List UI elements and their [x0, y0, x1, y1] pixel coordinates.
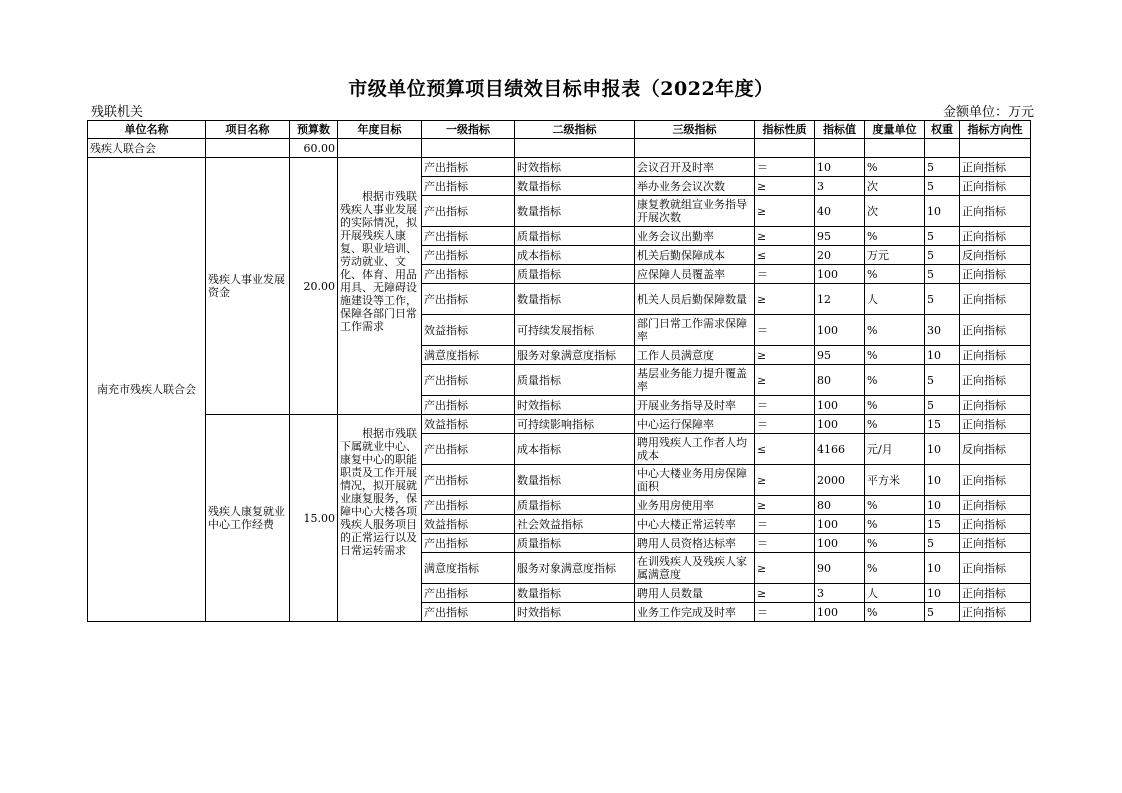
summary-blank	[206, 139, 290, 158]
cell-direction: 正向指标	[960, 196, 1031, 227]
cell-value: 10	[815, 158, 865, 177]
cell-level2: 时效指标	[515, 603, 635, 622]
cell-measure-unit: %	[865, 346, 925, 365]
cell-direction: 正向指标	[960, 177, 1031, 196]
cell-weight: 10	[925, 434, 960, 465]
header-level2: 二级指标	[515, 121, 635, 139]
cell-level1: 满意度指标	[422, 553, 515, 584]
cell-direction: 正向指标	[960, 584, 1031, 603]
cell-direction: 正向指标	[960, 515, 1031, 534]
cell-measure-unit: %	[865, 227, 925, 246]
cell-level3: 中心运行保障率	[635, 415, 755, 434]
cell-level3: 聘用残疾人工作者人均成本	[635, 434, 755, 465]
cell-weight: 10	[925, 346, 960, 365]
cell-direction: 正向指标	[960, 534, 1031, 553]
cell-direction: 正向指标	[960, 265, 1031, 284]
cell-value: 100	[815, 603, 865, 622]
project-name: 残疾人康复就业中心工作经费	[206, 415, 290, 622]
cell-level3: 业务用房使用率	[635, 496, 755, 515]
header-annual-goal: 年度目标	[338, 121, 422, 139]
cell-measure-unit: %	[865, 365, 925, 396]
cell-level2: 质量指标	[515, 496, 635, 515]
cell-level3: 中心大楼正常运转率	[635, 515, 755, 534]
cell-level1: 效益指标	[422, 415, 515, 434]
cell-weight: 5	[925, 177, 960, 196]
cell-nature: ≥	[755, 584, 815, 603]
annual-goal: 根据市残联下属就业中心、康复中心的职能职责及工作开展情况，拟开展就业康复服务，保障中心大楼各项残疾人服务项目的正常运行以及日常运转需求	[338, 415, 422, 622]
cell-level2: 数量指标	[515, 196, 635, 227]
cell-weight: 5	[925, 265, 960, 284]
cell-direction: 正向指标	[960, 365, 1031, 396]
cell-direction: 正向指标	[960, 465, 1031, 496]
cell-value: 3	[815, 584, 865, 603]
cell-nature: ≤	[755, 434, 815, 465]
org-name: 南充市残疾人联合会	[88, 158, 206, 622]
header-value: 指标值	[815, 121, 865, 139]
cell-measure-unit: 人	[865, 284, 925, 315]
cell-nature: ＝	[755, 265, 815, 284]
cell-nature: ＝	[755, 515, 815, 534]
cell-weight: 10	[925, 584, 960, 603]
cell-nature: ＝	[755, 396, 815, 415]
performance-target-table	[87, 120, 1031, 622]
cell-nature: ≥	[755, 553, 815, 584]
cell-level3: 举办业务会议次数	[635, 177, 755, 196]
cell-weight: 5	[925, 534, 960, 553]
cell-level2: 服务对象满意度指标	[515, 346, 635, 365]
header-weight: 权重	[925, 121, 960, 139]
cell-direction: 反向指标	[960, 246, 1031, 265]
cell-measure-unit: %	[865, 265, 925, 284]
cell-measure-unit: %	[865, 603, 925, 622]
cell-value: 80	[815, 365, 865, 396]
cell-level2: 质量指标	[515, 265, 635, 284]
cell-level2: 数量指标	[515, 465, 635, 496]
table-row	[88, 415, 1031, 434]
cell-direction: 正向指标	[960, 315, 1031, 346]
cell-weight: 15	[925, 515, 960, 534]
cell-level3: 康复教就组宣业务指导开展次数	[635, 196, 755, 227]
cell-level1: 效益指标	[422, 315, 515, 346]
cell-weight: 15	[925, 415, 960, 434]
cell-level1: 产出指标	[422, 584, 515, 603]
cell-level1: 产出指标	[422, 284, 515, 315]
cell-measure-unit: %	[865, 553, 925, 584]
cell-nature: ≥	[755, 346, 815, 365]
cell-weight: 5	[925, 284, 960, 315]
department-label: 残联机关	[91, 105, 144, 120]
summary-row	[88, 139, 1031, 158]
summary-budget: 60.00	[290, 139, 338, 158]
cell-measure-unit: 元/月	[865, 434, 925, 465]
cell-value: 100	[815, 415, 865, 434]
cell-nature: ≥	[755, 365, 815, 396]
cell-level1: 产出指标	[422, 465, 515, 496]
cell-nature: ＝	[755, 603, 815, 622]
cell-level3: 基层业务能力提升覆盖率	[635, 365, 755, 396]
cell-level1: 产出指标	[422, 227, 515, 246]
cell-level3: 开展业务指导及时率	[635, 396, 755, 415]
cell-level3: 聘用人员资格达标率	[635, 534, 755, 553]
cell-level3: 应保障人员覆盖率	[635, 265, 755, 284]
cell-value: 2000	[815, 465, 865, 496]
cell-level1: 产出指标	[422, 396, 515, 415]
cell-value: 100	[815, 534, 865, 553]
cell-weight: 30	[925, 315, 960, 346]
cell-level2: 数量指标	[515, 584, 635, 603]
cell-measure-unit: 人	[865, 584, 925, 603]
annual-goal: 根据市残联残疾人事业发展的实际情况，拟开展残疾人康复、职业培训、劳动就业、文化、体育、用品用具、无障碍设施建设等工作，保障各部门日常工作需求	[338, 158, 422, 415]
header-row	[88, 121, 1031, 139]
cell-level3: 机关后勤保障成本	[635, 246, 755, 265]
cell-nature: ≥	[755, 284, 815, 315]
cell-nature: ≤	[755, 246, 815, 265]
cell-level1: 产出指标	[422, 246, 515, 265]
header-project-name: 项目名称	[206, 121, 290, 139]
cell-level3: 在训残疾人及残疾人家属满意度	[635, 553, 755, 584]
cell-weight: 5	[925, 246, 960, 265]
cell-measure-unit: %	[865, 496, 925, 515]
cell-measure-unit: 万元	[865, 246, 925, 265]
cell-nature: ＝	[755, 534, 815, 553]
cell-nature: ≥	[755, 496, 815, 515]
cell-nature: ≥	[755, 227, 815, 246]
cell-weight: 10	[925, 465, 960, 496]
cell-weight: 10	[925, 196, 960, 227]
cell-measure-unit: %	[865, 158, 925, 177]
cell-level1: 产出指标	[422, 496, 515, 515]
cell-level3: 部门日常工作需求保障率	[635, 315, 755, 346]
cell-direction: 正向指标	[960, 158, 1031, 177]
cell-level3: 机关人员后勤保障数量	[635, 284, 755, 315]
cell-level2: 时效指标	[515, 396, 635, 415]
cell-measure-unit: %	[865, 396, 925, 415]
cell-level3: 工作人员满意度	[635, 346, 755, 365]
cell-value: 3	[815, 177, 865, 196]
cell-value: 100	[815, 265, 865, 284]
cell-level1: 产出指标	[422, 265, 515, 284]
cell-level3: 中心大楼业务用房保障面积	[635, 465, 755, 496]
cell-level2: 数量指标	[515, 177, 635, 196]
cell-nature: ＝	[755, 158, 815, 177]
cell-value: 40	[815, 196, 865, 227]
cell-level2: 可持续发展指标	[515, 315, 635, 346]
cell-direction: 正向指标	[960, 396, 1031, 415]
cell-direction: 正向指标	[960, 603, 1031, 622]
cell-level1: 产出指标	[422, 365, 515, 396]
cell-weight: 5	[925, 158, 960, 177]
cell-measure-unit: %	[865, 515, 925, 534]
cell-level2: 成本指标	[515, 434, 635, 465]
header-direction: 指标方向性	[960, 121, 1031, 139]
cell-level2: 质量指标	[515, 534, 635, 553]
header-level1: 一级指标	[422, 121, 515, 139]
cell-weight: 5	[925, 603, 960, 622]
header-level3: 三级指标	[635, 121, 755, 139]
cell-value: 100	[815, 396, 865, 415]
cell-weight: 10	[925, 553, 960, 584]
cell-value: 20	[815, 246, 865, 265]
cell-level2: 质量指标	[515, 365, 635, 396]
cell-value: 100	[815, 515, 865, 534]
cell-value: 12	[815, 284, 865, 315]
cell-level2: 质量指标	[515, 227, 635, 246]
cell-direction: 正向指标	[960, 553, 1031, 584]
cell-weight: 10	[925, 496, 960, 515]
table-row	[88, 158, 1031, 177]
cell-nature: ＝	[755, 315, 815, 346]
cell-level1: 产出指标	[422, 196, 515, 227]
cell-nature: ≥	[755, 196, 815, 227]
header-budget: 预算数	[290, 121, 338, 139]
cell-measure-unit: 平方米	[865, 465, 925, 496]
cell-level1: 效益指标	[422, 515, 515, 534]
project-budget: 15.00	[290, 415, 338, 622]
cell-level2: 成本指标	[515, 246, 635, 265]
header-nature: 指标性质	[755, 121, 815, 139]
cell-measure-unit: 次	[865, 196, 925, 227]
cell-value: 80	[815, 496, 865, 515]
cell-weight: 5	[925, 227, 960, 246]
cell-value: 100	[815, 315, 865, 346]
cell-level2: 社会效益指标	[515, 515, 635, 534]
cell-weight: 5	[925, 365, 960, 396]
cell-nature: ≥	[755, 177, 815, 196]
project-name: 残疾人事业发展资金	[206, 158, 290, 415]
cell-level3: 业务工作完成及时率	[635, 603, 755, 622]
cell-direction: 正向指标	[960, 415, 1031, 434]
cell-level1: 产出指标	[422, 603, 515, 622]
cell-value: 95	[815, 346, 865, 365]
cell-level2: 可持续影响指标	[515, 415, 635, 434]
currency-unit-label: 金额单位：万元	[942, 105, 1034, 120]
cell-value: 4166	[815, 434, 865, 465]
summary-unit: 残疾人联合会	[88, 139, 206, 158]
cell-level3: 业务会议出勤率	[635, 227, 755, 246]
project-budget: 20.00	[290, 158, 338, 415]
cell-level3: 会议召开及时率	[635, 158, 755, 177]
cell-measure-unit: %	[865, 534, 925, 553]
cell-nature: ≥	[755, 465, 815, 496]
cell-measure-unit: %	[865, 415, 925, 434]
cell-value: 90	[815, 553, 865, 584]
cell-weight: 5	[925, 396, 960, 415]
cell-level3: 聘用人员数量	[635, 584, 755, 603]
header-measure-unit: 度量单位	[865, 121, 925, 139]
cell-measure-unit: 次	[865, 177, 925, 196]
cell-level1: 产出指标	[422, 158, 515, 177]
cell-nature: ＝	[755, 415, 815, 434]
cell-level2: 服务对象满意度指标	[515, 553, 635, 584]
cell-direction: 反向指标	[960, 434, 1031, 465]
cell-direction: 正向指标	[960, 284, 1031, 315]
cell-measure-unit: %	[865, 315, 925, 346]
cell-direction: 正向指标	[960, 227, 1031, 246]
cell-level1: 满意度指标	[422, 346, 515, 365]
header-unit-name: 单位名称	[88, 121, 206, 139]
cell-level2: 数量指标	[515, 284, 635, 315]
cell-direction: 正向指标	[960, 496, 1031, 515]
cell-direction: 正向指标	[960, 346, 1031, 365]
cell-level2: 时效指标	[515, 158, 635, 177]
cell-level1: 产出指标	[422, 177, 515, 196]
cell-value: 95	[815, 227, 865, 246]
cell-level1: 产出指标	[422, 434, 515, 465]
page-title: 市级单位预算项目绩效目标申报表（2022年度）	[348, 78, 774, 100]
cell-level1: 产出指标	[422, 534, 515, 553]
